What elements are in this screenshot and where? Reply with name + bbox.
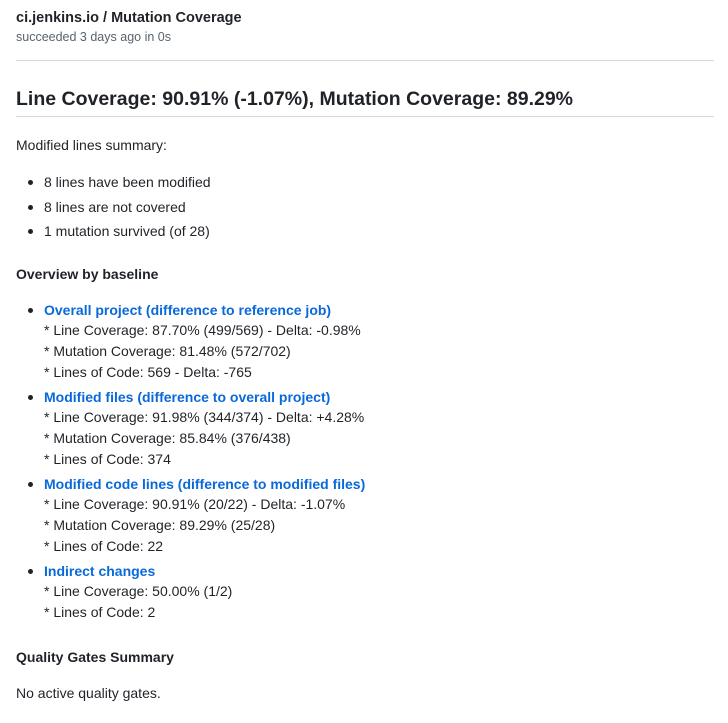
header-divider: [16, 60, 714, 61]
bullet-dot: [28, 569, 33, 574]
modified-lines-item: 8 lines have been modified: [44, 174, 211, 190]
bullet-dot: [28, 180, 33, 185]
baseline-detail-line: * Lines of Code: 569 - Delta: -765: [44, 364, 252, 380]
check-status-subtitle: succeeded 3 days ago in 0s: [16, 30, 171, 44]
list-item: [16, 172, 211, 197]
baseline-item: [16, 474, 365, 557]
baseline-item: [16, 300, 365, 383]
overview-heading: Overview by baseline: [16, 266, 159, 282]
baseline-detail-line: * Lines of Code: 2: [44, 604, 156, 620]
bullet-dot: [28, 205, 33, 210]
baseline-detail-line: * Lines of Code: 374: [44, 451, 171, 467]
baseline-link-overall-project[interactable]: Overall project (difference to reference job): [44, 302, 332, 318]
baseline-detail-line: * Mutation Coverage: 89.29% (25/28): [44, 517, 276, 533]
baseline-link-modified-files[interactable]: Modified files (difference to overall project): [44, 389, 331, 405]
list-item: [16, 221, 211, 246]
title-divider: [16, 116, 714, 117]
modified-lines-item: 1 mutation survived (of 28): [44, 223, 210, 239]
baseline-link-modified-code-lines[interactable]: Modified code lines (difference to modified files): [44, 476, 366, 492]
baseline-list: [16, 300, 365, 627]
baseline-item: [16, 387, 365, 470]
bullet-dot: [28, 395, 33, 400]
baseline-detail-line: * Lines of Code: 22: [44, 538, 164, 554]
quality-gates-text: No active quality gates.: [16, 685, 161, 701]
baseline-detail-line: * Line Coverage: 90.91% (20/22) - Delta: -1.07%: [44, 496, 346, 512]
bullet-dot: [28, 308, 33, 313]
baseline-detail-line: * Mutation Coverage: 81.48% (572/702): [44, 343, 291, 359]
baseline-detail-line: * Line Coverage: 87.70% (499/569) - Delta: -0.98%: [44, 322, 361, 338]
check-title: ci.jenkins.io / Mutation Coverage: [16, 10, 242, 26]
summary-title: Line Coverage: 90.91% (-1.07%), Mutation Coverage: 89.29%: [16, 88, 574, 110]
modified-lines-label: Modified lines summary:: [16, 137, 167, 153]
list-item: [16, 197, 211, 222]
baseline-link-indirect-changes[interactable]: Indirect changes: [44, 563, 156, 579]
baseline-detail-line: * Mutation Coverage: 85.84% (376/438): [44, 430, 291, 446]
quality-gates-heading: Quality Gates Summary: [16, 649, 174, 665]
baseline-item: [16, 561, 365, 623]
check-run-summary: [16, 0, 714, 701]
baseline-detail-line: * Line Coverage: 50.00% (1/2): [44, 583, 233, 599]
bullet-dot: [28, 229, 33, 234]
baseline-detail-line: * Line Coverage: 91.98% (344/374) - Delta: +4.28%: [44, 409, 365, 425]
modified-lines-item: 8 lines are not covered: [44, 198, 186, 215]
check-header: [16, 0, 714, 46]
bullet-dot: [28, 482, 33, 487]
modified-lines-list: [16, 172, 211, 246]
